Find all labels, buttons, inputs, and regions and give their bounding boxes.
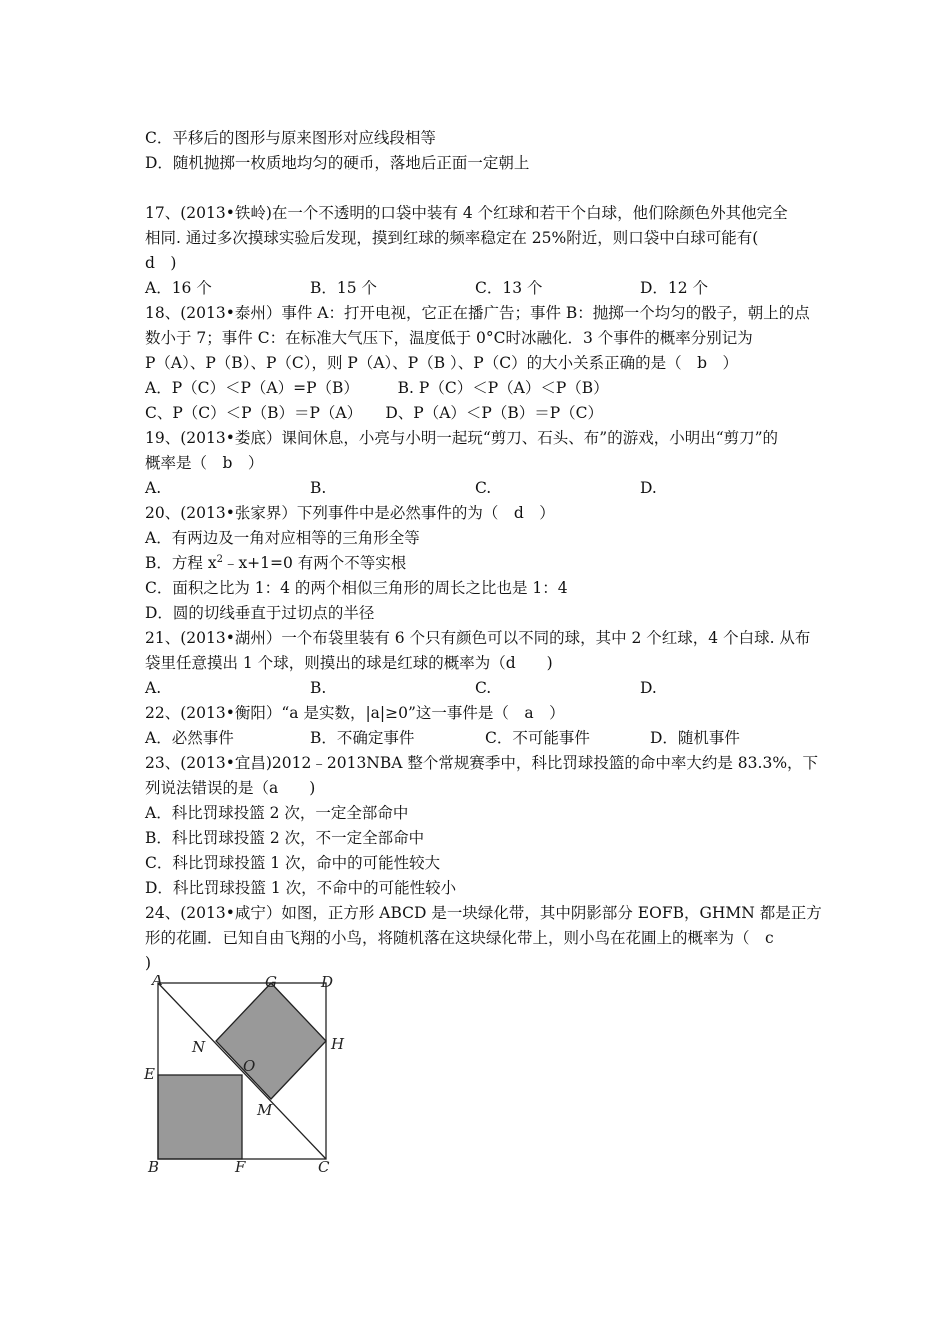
question-24-line: 形的花圃．已知自由飞翔的小鸟，将随机落在这块绿化带上，则小鸟在花圃上的概率为（ c: [145, 929, 774, 947]
label-a: A: [152, 975, 163, 989]
question-23-option-a: A．科比罚球投篮 2 次，一定全部命中: [145, 804, 409, 822]
question-18-line: C、P（C）＜P（B）＝P（A） D、P（A）＜P（B）＝P（C）: [145, 404, 604, 422]
question-17-line: 17、(2013•铁岭)在一个不透明的口袋中装有 4 个红球和若干个白球，他们除颜色外其他完全: [145, 204, 788, 222]
question-23-option-c: C．科比罚球投篮 1 次，命中的可能性较大: [145, 854, 441, 872]
question-19-line: 概率是（ b ）: [145, 454, 264, 472]
question-24-line: 24、(2013•咸宁）如图，正方形 ABCD 是一块绿化带，其中阴影部分 EOFB，GHMN 都是正方: [145, 904, 822, 922]
label-b: B: [148, 1158, 160, 1176]
question-20-option-a: A．有两边及一角对应相等的三角形全等: [145, 529, 420, 547]
option-c: C.: [475, 679, 492, 697]
question-21-line: 21、(2013•湖州）一个布袋里装有 6 个只有颜色可以不同的球，其中 2 个红球，4 个白球. 从布: [145, 629, 811, 647]
option-b: B.: [310, 679, 327, 697]
option-a: A．16 个: [145, 279, 212, 297]
label-c: C: [318, 1158, 330, 1176]
option-a: A．必然事件: [145, 729, 234, 747]
option-d: D．随机事件: [650, 729, 740, 747]
option-b: B．不确定事件: [310, 729, 415, 747]
text-line: D．随机抛掷一枚质地均匀的硬币，落地后正面一定朝上: [145, 154, 530, 172]
square-eofb: [158, 1075, 242, 1159]
question-19-line: 19、(2013•娄底）课间休息，小亮与小明一起玩“剪刀、石头、布”的游戏，小明出“剪刀”的: [145, 429, 779, 447]
label-f: F: [235, 1158, 246, 1176]
question-20-line: 20、(2013•张家界）下列事件中是必然事件的为（ d ）: [145, 504, 555, 522]
question-17-line: d ): [145, 254, 177, 272]
option-d: D.: [640, 479, 657, 497]
question-22-line: 22、(2013•衡阳）“a 是实数，|a|≥0”这一事件是（ a ）: [145, 704, 565, 722]
label-g: G: [265, 975, 277, 991]
question-18-line: A．P（C）＜P（A）=P（B） B. P（C）＜P（A）＜P（B）: [145, 379, 609, 397]
question-24-line: ): [145, 954, 152, 972]
question-20-option-c: C．面积之比为 1：4 的两个相似三角形的周长之比也是 1：4: [145, 579, 568, 597]
square-garden-figure: [140, 975, 360, 1180]
label-o: O: [243, 1057, 256, 1075]
option-a: A.: [145, 679, 162, 697]
label-d: D: [321, 975, 334, 991]
question-20-option-b: B．方程 $x^2﹣x+1=0$ 有两个不等实根: [145, 553, 407, 572]
option-a: A.: [145, 479, 162, 497]
question-23-line: 23、(2013•宜昌)2012﹣2013NBA 整个常规赛季中，科比罚球投篮的命中率大约是 83.3%，下: [145, 754, 819, 772]
question-18-line: 数小于 7；事件 C：在标准大气压下，温度低于 0°C时冰融化．3 个事件的概率分别记为: [145, 329, 753, 347]
question-17-line: 相同. 通过多次摸球实验后发现，摸到红球的频率稳定在 25%附近，则口袋中白球可能有(: [145, 229, 759, 247]
label-m: M: [257, 1101, 273, 1119]
option-d: D.: [640, 679, 657, 697]
question-21-line: 袋里任意摸出 1 个球，则摸出的球是红球的概率为（d ): [145, 654, 553, 672]
question-23-option-b: B．科比罚球投篮 2 次，不一定全部命中: [145, 829, 425, 847]
option-d: D．12 个: [640, 279, 709, 297]
label-h: H: [331, 1035, 345, 1053]
option-c: C．不可能事件: [485, 729, 590, 747]
question-20-option-d: D．圆的切线垂直于过切点的半径: [145, 604, 375, 622]
option-b: B.: [310, 479, 327, 497]
label-e: E: [144, 1065, 155, 1083]
label-n: N: [192, 1038, 206, 1056]
option-c: C．13 个: [475, 279, 543, 297]
option-b: B．15 个: [310, 279, 378, 297]
question-18-line: 18、(2013•泰州）事件 A：打开电视，它正在播广告；事件 B：抛掷一个均匀的骰子，朝上的点: [145, 304, 810, 322]
option-c: C.: [475, 479, 492, 497]
text-line: C．平移后的图形与原来图形对应线段相等: [145, 129, 436, 147]
question-18-line: P（A）、P（B）、P（C），则 P（A）、P（B ）、P（C）的大小关系正确的是（ b ）: [145, 354, 738, 372]
question-23-line: 列说法错误的是（a ): [145, 779, 316, 797]
question-23-option-d: D．科比罚球投篮 1 次，不命中的可能性较小: [145, 879, 457, 897]
